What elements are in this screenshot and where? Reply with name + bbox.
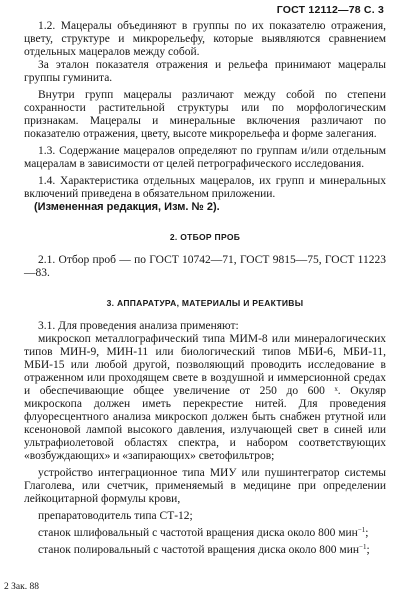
paragraph-microscope: микроскоп металлографический типа МИМ-8 или минералогических типов МИН-9, МИН-11 или биологический типов МБИ-6, МБИ-11, МБИ-15 или любой другой, позволяющий проводить исследование в отраженном или проходящем свете в воздушной и иммерсионной средах и обеспечивающие общее увеличение от 250 до 600 ˣ. Окуляр микроскопа должен иметь перекрестие нитей. Для проведения флуоресцентного анализа микроскоп должен быть снабжен ртутной или ксеноновой лампой высокого давления, излучающей свет в синей или ультрафиолетовой областях спектра, и набором соответствующих «возбуждающих» и «запирающих» светофильтров; <box>24 333 386 462</box>
paragraph-within-groups: Внутри групп мацералы различают между собой по степени сохранности растительной структуры или по морфологическим признакам. Мацералы и минеральные включения различают по показателю отражения, цвету, высоте микрорельефа и форме залегания. <box>24 89 386 140</box>
paragraph-1-3: 1.3. Содержание мацералов определяют по группам и/или отдельным мацералам в зависимости от целей петрографического исследования. <box>24 145 386 170</box>
revision-note: (Измененная редакция, Изм. № 2). <box>34 201 220 213</box>
unit-exponent: −1 <box>359 543 367 551</box>
paragraph-integrator: устройство интеграционное типа МИУ или пушинтегратор системы Глаголева, или счетчик, применяемый в медицине при определении лейкоцитарной формулы крови, <box>24 467 386 505</box>
paragraph-2-1: 2.1. Отбор проб — по ГОСТ 10742—71, ГОСТ 9815—75, ГОСТ 11223—83. <box>24 254 386 279</box>
paragraph-1-2: 1.2. Мацералы объединяют в группы по их показателю отражения, цвету, структуре и микрорельефу, которые выявляются сравнением отдельных мацералов между собой. <box>24 20 386 58</box>
section-heading-equipment: 3. АППАРАТУРА, МАТЕРИАЛЫ И РЕАКТИВЫ <box>106 298 304 308</box>
paragraph-slide-holder: препаратоводитель типа СТ-12; <box>38 510 193 522</box>
page-header: ГОСТ 12112—78 С. 3 <box>276 4 384 16</box>
page-body <box>24 20 386 557</box>
paragraph-grinding-machine: станок шлифовальный с частотой вращения диска около 800 мин$^{-1}$; <box>38 526 369 539</box>
paragraph-3-1: 3.1. Для проведения анализа применяют: <box>38 320 239 332</box>
paragraph-reference-standard: За эталон показателя отражения и рельефа принимают мацералы группы гуминита. <box>24 59 386 84</box>
unit-exponent: −1 <box>357 526 366 534</box>
paragraph-polishing-machine: станок полировальный с частотой вращения диска около 800 мин$^{-1}$; <box>38 543 370 556</box>
section-heading-sampling: 2. ОТБОР ПРОБ <box>169 232 241 242</box>
page-footer: 2 Зак. 88 <box>4 582 39 592</box>
paragraph-1-4: 1.4. Характеристика отдельных мацералов, их групп и минеральных включений приведена в обязательном приложении. <box>24 175 386 200</box>
